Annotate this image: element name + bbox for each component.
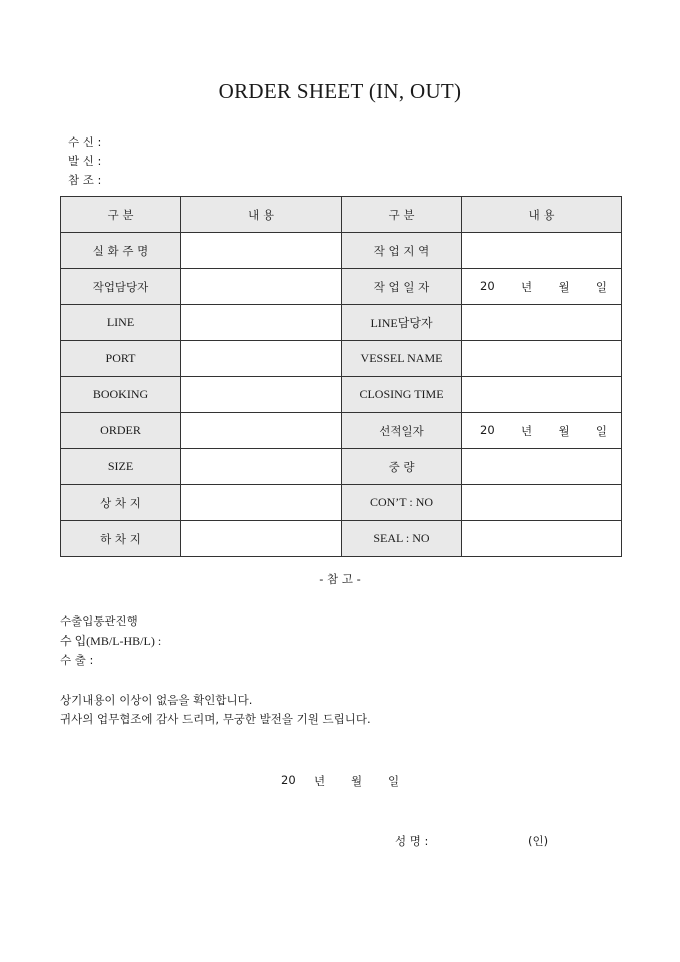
work-manager-label: 작업담당자 — [61, 269, 181, 305]
loading-place-field[interactable] — [181, 485, 342, 521]
line-manager-field[interactable] — [462, 305, 622, 341]
work-area-field[interactable] — [462, 233, 622, 269]
table-row — [61, 413, 622, 449]
container-no-label: CON’T : NO — [342, 485, 462, 521]
work-date-month-unit: 월 — [558, 279, 570, 294]
size-label: SIZE — [61, 449, 181, 485]
order-field[interactable] — [181, 413, 342, 449]
shipping-date-year-unit: 년 — [520, 423, 533, 438]
closing-time-field[interactable] — [462, 377, 622, 413]
work-area-label: 작 업 지 역 — [342, 233, 462, 269]
work-date-day-unit: 일 — [595, 279, 607, 294]
unloading-place-label: 하 차 지 — [61, 521, 181, 557]
shipping-date-day-unit: 일 — [595, 423, 607, 438]
port-label: PORT — [61, 341, 181, 377]
table-row — [61, 449, 622, 485]
header-category-left: 구 분 — [61, 197, 181, 233]
footer-date-year: 20 — [281, 773, 296, 787]
import-label: 수 입(MB/L-HB/L) : — [60, 634, 162, 648]
order-table — [60, 196, 622, 557]
footer-date-year-unit: 년 — [314, 774, 326, 788]
reference-label: 참 조 : — [68, 173, 102, 187]
footer-date-month-unit: 월 — [351, 774, 363, 788]
port-field[interactable] — [181, 341, 342, 377]
order-label: ORDER — [61, 413, 181, 449]
table-row — [61, 305, 622, 341]
table-row — [61, 485, 622, 521]
footer-date-day-unit: 일 — [388, 774, 400, 788]
table-row — [61, 377, 622, 413]
line-manager-label: LINE담당자 — [342, 305, 462, 341]
table-row — [61, 269, 622, 305]
table-row — [61, 341, 622, 377]
work-date-year: 20 — [480, 278, 495, 293]
loading-place-label: 상 차 지 — [61, 485, 181, 521]
work-date-field[interactable] — [462, 269, 622, 305]
weight-field[interactable] — [462, 449, 622, 485]
seal-no-label: SEAL : NO — [342, 521, 462, 557]
signature-label: 성 명 : — [395, 834, 429, 848]
customs-heading: 수출입통관진행 — [60, 614, 138, 628]
weight-label: 중 량 — [342, 449, 462, 485]
container-no-field[interactable] — [462, 485, 622, 521]
unloading-place-field[interactable] — [181, 521, 342, 557]
closing-time-label: CLOSING TIME — [342, 377, 462, 413]
seal-mark: (인) — [528, 834, 549, 848]
seal-no-field[interactable] — [462, 521, 622, 557]
shipping-date-year: 20 — [480, 422, 495, 437]
shipping-date-month-unit: 월 — [558, 423, 570, 438]
export-label: 수 출 : — [60, 653, 94, 667]
vessel-name-label: VESSEL NAME — [342, 341, 462, 377]
booking-field[interactable] — [181, 377, 342, 413]
table-header-row — [61, 197, 622, 233]
work-date-year-unit: 년 — [520, 279, 533, 294]
work-manager-field[interactable] — [181, 269, 342, 305]
header-content-left: 내 용 — [181, 197, 342, 233]
sender-label: 발 신 : — [68, 154, 102, 168]
confirmation-text: 상기내용이 이상이 없음을 확인합니다. — [60, 693, 253, 707]
header-content-right: 내 용 — [462, 197, 622, 233]
thanks-text: 귀사의 업무협조에 감사 드리며, 무궁한 발전을 기원 드립니다. — [60, 712, 371, 726]
line-label: LINE — [61, 305, 181, 341]
table-row — [61, 233, 622, 269]
shipper-name-field[interactable] — [181, 233, 342, 269]
size-field[interactable] — [181, 449, 342, 485]
shipping-date-label: 선적일자 — [342, 413, 462, 449]
reference-heading: - 참 고 - — [319, 572, 361, 586]
recipient-label: 수 신 : — [68, 135, 102, 149]
table-row — [61, 521, 622, 557]
vessel-name-field[interactable] — [462, 341, 622, 377]
line-field[interactable] — [181, 305, 342, 341]
shipper-name-label: 실 화 주 명 — [61, 233, 181, 269]
header-category-right: 구 분 — [342, 197, 462, 233]
work-date-label: 작 업 일 자 — [342, 269, 462, 305]
booking-label: BOOKING — [61, 377, 181, 413]
shipping-date-field[interactable] — [462, 413, 622, 449]
page-title: ORDER SHEET (IN, OUT) — [218, 79, 462, 103]
